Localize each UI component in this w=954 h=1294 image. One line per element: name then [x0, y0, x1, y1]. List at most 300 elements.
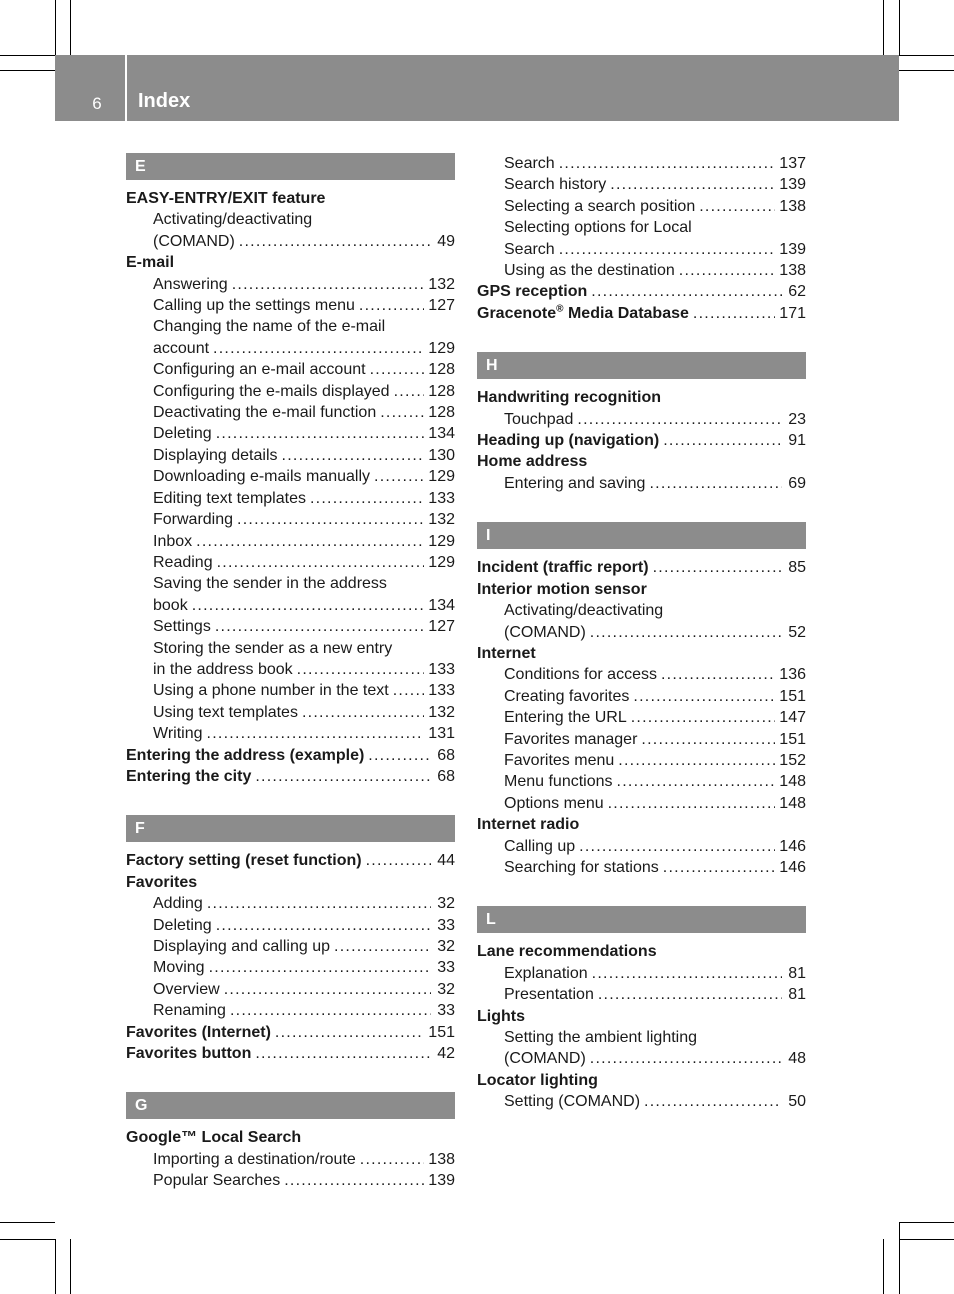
index-entry [477, 643, 806, 664]
entry-label: Menu functions [504, 773, 613, 791]
entry-page-number: 48 [788, 1050, 806, 1068]
entry-page-number: 130 [428, 446, 455, 464]
header-divider [125, 55, 127, 121]
dot-leader [610, 174, 775, 195]
entry-page-number: 136 [779, 666, 806, 684]
index-entry [126, 1022, 455, 1043]
dot-leader [591, 281, 782, 302]
dot-leader [653, 557, 782, 578]
entry-page-number: 69 [788, 474, 806, 492]
entry-page-number: 139 [779, 176, 806, 194]
dot-leader [216, 423, 425, 444]
index-entry [126, 745, 455, 766]
entry-label-part: Gracenote [477, 304, 557, 322]
entry-label: Entering the city [126, 767, 252, 785]
entry-label: Configuring an e-mail account [153, 361, 366, 379]
index-subentry [477, 686, 806, 707]
entry-label: Calling up [504, 837, 576, 855]
dot-leader [592, 963, 782, 984]
dot-leader [196, 531, 424, 552]
entry-page-number: 152 [779, 751, 806, 769]
index-entry [477, 579, 806, 600]
entry-label: EASY-ENTRY/EXIT feature [126, 190, 326, 207]
entry-label: Reading [153, 553, 213, 571]
entry-page-number: 127 [428, 618, 455, 636]
entry-label: Handwriting recognition [477, 389, 661, 407]
crop-mark [0, 55, 55, 56]
crop-mark [899, 0, 900, 55]
entry-label: Renaming [153, 1002, 226, 1020]
dot-leader [577, 409, 782, 430]
dot-leader [216, 915, 431, 936]
dot-leader [230, 1000, 431, 1021]
crop-mark [899, 1239, 954, 1240]
dot-leader [215, 616, 424, 637]
entry-label: Search [504, 240, 555, 258]
index-subentry [126, 381, 455, 402]
index-subentry [477, 857, 806, 878]
entry-page-number: 171 [779, 304, 806, 322]
crop-mark [0, 1222, 55, 1223]
crop-mark [55, 1239, 56, 1294]
dot-leader [255, 766, 431, 787]
dot-leader [207, 723, 425, 744]
entry-label: Touchpad [504, 410, 574, 428]
entry-label: Setting the ambient lighting [504, 1029, 698, 1046]
entry-page-number: 68 [437, 746, 455, 764]
index-column-left [126, 153, 455, 1192]
entry-label: Heading up (navigation) [477, 432, 660, 450]
entry-label: Moving [153, 959, 205, 977]
entry-label: Favorites button [126, 1045, 252, 1063]
page-title: Index [138, 90, 191, 112]
dot-leader [679, 260, 776, 281]
entry-page-number: 148 [779, 794, 806, 812]
index-entry [126, 188, 455, 209]
index-subentry [126, 957, 455, 978]
entry-page-number: 147 [779, 709, 806, 727]
entry-page-number: 148 [779, 773, 806, 791]
dot-leader [633, 686, 775, 707]
dot-leader [302, 702, 424, 723]
entry-page-number: 81 [788, 986, 806, 1004]
dot-leader [590, 1048, 782, 1069]
index-subentry [477, 1027, 806, 1048]
index-subentry [126, 231, 455, 252]
entry-label: Activating/deactivating [504, 602, 664, 620]
entry-page-number: 134 [428, 425, 455, 443]
entry-label: (COMAND) [153, 232, 235, 250]
dot-leader [641, 729, 775, 750]
entry-page-number: 42 [437, 1045, 455, 1063]
index-subentry [477, 239, 806, 260]
entry-label: (COMAND) [504, 1050, 586, 1068]
index-subentry [126, 552, 455, 573]
section-header: I [477, 522, 806, 549]
index-subentry [477, 1048, 806, 1069]
dot-leader [608, 793, 776, 814]
entry-label: Answering [153, 275, 228, 293]
dot-leader [192, 595, 425, 616]
entry-label: Explanation [504, 964, 588, 982]
entry-page-number: 85 [788, 559, 806, 577]
entry-label: Creating favorites [504, 687, 630, 705]
entry-label: Inbox [153, 532, 193, 550]
index-subentry [126, 209, 455, 230]
entry-label: Favorites manager [504, 730, 638, 748]
index-entry [477, 1070, 806, 1091]
entry-label: Options menu [504, 794, 604, 812]
dot-leader [217, 552, 425, 573]
entry-label: GPS reception [477, 283, 588, 301]
dot-leader [334, 936, 431, 957]
entry-page-number: 32 [437, 938, 455, 955]
index-entry [126, 252, 455, 273]
page-number: 6 [92, 94, 102, 113]
index-subentry [126, 1000, 455, 1021]
entry-page-number: 131 [428, 725, 455, 743]
index-entry [477, 814, 806, 835]
entry-label: Activating/deactivating [153, 211, 313, 229]
entry-page-number: 132 [428, 275, 455, 293]
index-subentry [477, 664, 806, 685]
index-subentry [126, 274, 455, 295]
entry-page-number: 32 [437, 980, 455, 998]
entry-label: Internet [477, 644, 536, 662]
index-subentry [477, 793, 806, 814]
entry-page-number: 62 [788, 283, 806, 301]
crop-mark [70, 1239, 71, 1294]
entry-page-number: 129 [428, 532, 455, 550]
dot-leader [368, 745, 431, 766]
entry-page-number: 129 [428, 468, 455, 486]
crop-mark [899, 1222, 954, 1223]
entry-page-number: 33 [437, 1002, 455, 1020]
index-subentry [126, 680, 455, 701]
entry-page-number: 91 [788, 432, 806, 450]
index-subentry [126, 359, 455, 380]
entry-label: Downloading e-mails manually [153, 468, 370, 486]
index-subentry [477, 409, 806, 430]
entry-label: Internet radio [477, 816, 580, 834]
index-entry [477, 941, 806, 962]
dot-leader [663, 430, 782, 451]
dot-leader [297, 659, 425, 680]
index-subentry [126, 531, 455, 552]
index-subentry [477, 750, 806, 771]
index-subentry [477, 622, 806, 643]
dot-leader [374, 466, 424, 487]
entry-page-number: 146 [779, 858, 806, 876]
entry-page-number: 139 [779, 240, 806, 258]
entry-page-number: 151 [428, 1023, 455, 1041]
entry-label: Google™ Local Search [126, 1129, 302, 1147]
entry-label: E-mail [126, 254, 175, 272]
index-subentry [477, 196, 806, 217]
dot-leader [559, 153, 776, 174]
entry-page-number: 81 [788, 964, 806, 982]
entry-page-number: 137 [779, 155, 806, 172]
entry-page-number: 33 [437, 959, 455, 977]
entry-label: Favorites [126, 873, 198, 891]
index-subentry [126, 402, 455, 423]
crop-mark [899, 70, 954, 71]
index-subentry [126, 616, 455, 637]
entry-label: Configuring the e-mails displayed [153, 382, 390, 400]
entry-page-number: 138 [428, 1150, 455, 1168]
entry-page-number: 68 [437, 767, 455, 785]
entry-label: Deleting [153, 425, 212, 443]
index-entry [126, 1043, 455, 1064]
entry-label: Entering the address (example) [126, 746, 365, 764]
entry-page-number: 52 [788, 623, 806, 641]
section-header: E [126, 153, 455, 180]
dot-leader [366, 850, 431, 871]
dot-leader [207, 893, 431, 914]
index-subentry [126, 979, 455, 1000]
dot-leader [310, 488, 424, 509]
dot-leader [360, 1149, 425, 1170]
entry-label: Forwarding [153, 511, 234, 529]
entry-label: Selecting options for Local [504, 219, 692, 237]
index-subentry [477, 707, 806, 728]
entry-page-number: 133 [428, 489, 455, 507]
entry-label: Using a phone number in the text [153, 682, 389, 700]
index-subentry [126, 573, 455, 594]
entry-page-number: 138 [779, 197, 806, 215]
entry-label: Editing text templates [153, 489, 306, 507]
index-subentry [126, 659, 455, 680]
entry-page-number: 133 [428, 660, 455, 678]
entry-label: Searching for stations [504, 858, 659, 876]
dot-leader [239, 231, 431, 252]
section-header: F [126, 815, 455, 842]
index-subentry [477, 729, 806, 750]
entry-label: Displaying and calling up [153, 938, 330, 955]
index-entry [477, 451, 806, 472]
entry-page-number: 146 [779, 837, 806, 855]
dot-leader [693, 303, 775, 324]
section-header: G [126, 1092, 455, 1119]
entry-label: Incident (traffic report) [477, 559, 649, 577]
index-subentry [126, 316, 455, 337]
entry-label: Using text templates [153, 703, 298, 721]
index-entry [477, 281, 806, 302]
index-subentry [477, 600, 806, 621]
dot-leader [237, 509, 424, 530]
entry-label: Search [504, 155, 555, 172]
index-subentry [477, 836, 806, 857]
index-entry [126, 850, 455, 871]
crop-mark [0, 70, 55, 71]
index-subentry [126, 338, 455, 359]
dot-leader [661, 664, 775, 685]
entry-label: Writing [153, 725, 203, 743]
entry-label: Selecting a search position [504, 197, 696, 215]
dot-leader [393, 680, 425, 701]
index-entry [126, 1127, 455, 1148]
entry-label: Favorites (Internet) [126, 1023, 271, 1041]
index-entry [126, 766, 455, 787]
index-subentry [477, 473, 806, 494]
entry-page-number: 49 [437, 232, 455, 250]
dot-leader [631, 707, 776, 728]
entry-page-number: 33 [437, 916, 455, 934]
entry-label: Overview [153, 980, 220, 998]
section-header: H [477, 352, 806, 379]
crop-mark [899, 55, 954, 56]
dot-leader [644, 1091, 782, 1112]
entry-label: (COMAND) [504, 623, 586, 641]
section-gap [126, 787, 455, 815]
index-entry [477, 303, 806, 324]
entry-page-number: 151 [779, 687, 806, 705]
dot-leader [699, 196, 775, 217]
dot-leader [598, 984, 782, 1005]
registered-mark: ® [556, 303, 564, 315]
entry-page-number: 44 [437, 852, 455, 870]
crop-mark [0, 1239, 55, 1240]
section-gap [477, 494, 806, 522]
index-entry [126, 872, 455, 893]
dot-leader [224, 979, 431, 1000]
index-subentry [477, 153, 806, 174]
index-subentry [477, 217, 806, 238]
entry-label: account [153, 339, 210, 357]
dot-leader [232, 274, 425, 295]
dot-leader [213, 338, 424, 359]
dot-leader [380, 402, 424, 423]
index-entry [477, 1006, 806, 1027]
section-gap [477, 324, 806, 352]
entry-label: Saving the sender in the address [153, 575, 387, 593]
entry-label: Home address [477, 453, 588, 471]
entry-page-number: 132 [428, 511, 455, 529]
entry-label: Search history [504, 176, 607, 194]
crop-mark [883, 1239, 884, 1294]
entry-label: Factory setting (reset function) [126, 852, 362, 870]
dot-leader [359, 295, 424, 316]
crop-mark [883, 0, 884, 55]
entry-label: Entering the URL [504, 709, 627, 727]
index-subentry [126, 1149, 455, 1170]
entry-label: Lane recommendations [477, 943, 657, 961]
index-subentry [126, 723, 455, 744]
section-gap [126, 1064, 455, 1092]
index-entry [477, 387, 806, 408]
index-subentry [477, 260, 806, 281]
crop-mark [899, 1222, 900, 1294]
dot-leader [275, 1022, 424, 1043]
index-subentry [126, 445, 455, 466]
entry-label-part: Media Database [563, 304, 689, 322]
dot-leader [284, 1170, 424, 1191]
dot-leader [618, 750, 775, 771]
index-subentry [126, 1170, 455, 1191]
index-subentry [477, 771, 806, 792]
entry-page-number: 134 [428, 596, 455, 614]
dot-leader [559, 239, 776, 260]
index-entry [477, 557, 806, 578]
entry-label: Conditions for access [504, 666, 657, 684]
dot-leader [649, 473, 782, 494]
entry-page-number: 23 [788, 410, 806, 428]
entry-label: Storing the sender as a new entry [153, 639, 393, 657]
entry-label: Deleting [153, 916, 212, 934]
dot-leader [209, 957, 431, 978]
index-subentry [126, 638, 455, 659]
entry-label: Favorites menu [504, 751, 615, 769]
dot-leader [579, 836, 775, 857]
entry-label: Popular Searches [153, 1172, 281, 1190]
entry-page-number: 151 [779, 730, 806, 748]
dot-leader [394, 381, 425, 402]
entry-page-number: 138 [779, 262, 806, 280]
entry-page-number: 129 [428, 553, 455, 571]
index-subentry [126, 466, 455, 487]
entry-label: Settings [153, 618, 211, 636]
entry-page-number: 128 [428, 404, 455, 422]
entry-page-number: 127 [428, 297, 455, 315]
entry-label: Calling up the settings menu [153, 297, 355, 315]
index-subentry [126, 595, 455, 616]
index-subentry [126, 936, 455, 957]
dot-leader [282, 445, 425, 466]
crop-mark [70, 0, 71, 55]
entry-page-number: 128 [428, 382, 455, 400]
entry-label: in the address book [153, 660, 293, 678]
entry-label: Lights [477, 1007, 525, 1025]
index-subentry [477, 963, 806, 984]
entry-label: Entering and saving [504, 474, 646, 492]
index-subentry [477, 984, 806, 1005]
entry-page-number: 128 [428, 361, 455, 379]
index-column-right [477, 153, 806, 1113]
index-subentry [126, 702, 455, 723]
dot-leader [590, 622, 782, 643]
index-subentry [477, 174, 806, 195]
entry-page-number: 32 [437, 895, 455, 913]
entry-page-number: 50 [788, 1093, 806, 1111]
entry-page-number: 132 [428, 703, 455, 721]
index-subentry [126, 423, 455, 444]
entry-label: Changing the name of the e-mail [153, 318, 386, 336]
index-subentry [126, 295, 455, 316]
dot-leader [617, 771, 776, 792]
dot-leader [663, 857, 776, 878]
entry-label: Adding [153, 895, 203, 913]
entry-label: Importing a destination/route [153, 1150, 356, 1168]
dot-leader [255, 1043, 431, 1064]
index-subentry [126, 509, 455, 530]
entry-label: Presentation [504, 986, 594, 1004]
index-subentry [126, 488, 455, 509]
entry-label: Using as the destination [504, 262, 675, 280]
section-header: L [477, 906, 806, 933]
section-gap [477, 878, 806, 906]
entry-label: Displaying details [153, 446, 278, 464]
index-subentry [126, 915, 455, 936]
entry-page-number: 129 [428, 339, 455, 357]
entry-label: Setting (COMAND) [504, 1093, 641, 1111]
crop-mark [55, 0, 56, 55]
index-subentry [477, 1091, 806, 1112]
entry-label [477, 303, 689, 324]
entry-label: Interior motion sensor [477, 580, 647, 598]
entry-label: Locator lighting [477, 1071, 598, 1089]
entry-page-number: 133 [428, 682, 455, 700]
index-entry [477, 430, 806, 451]
